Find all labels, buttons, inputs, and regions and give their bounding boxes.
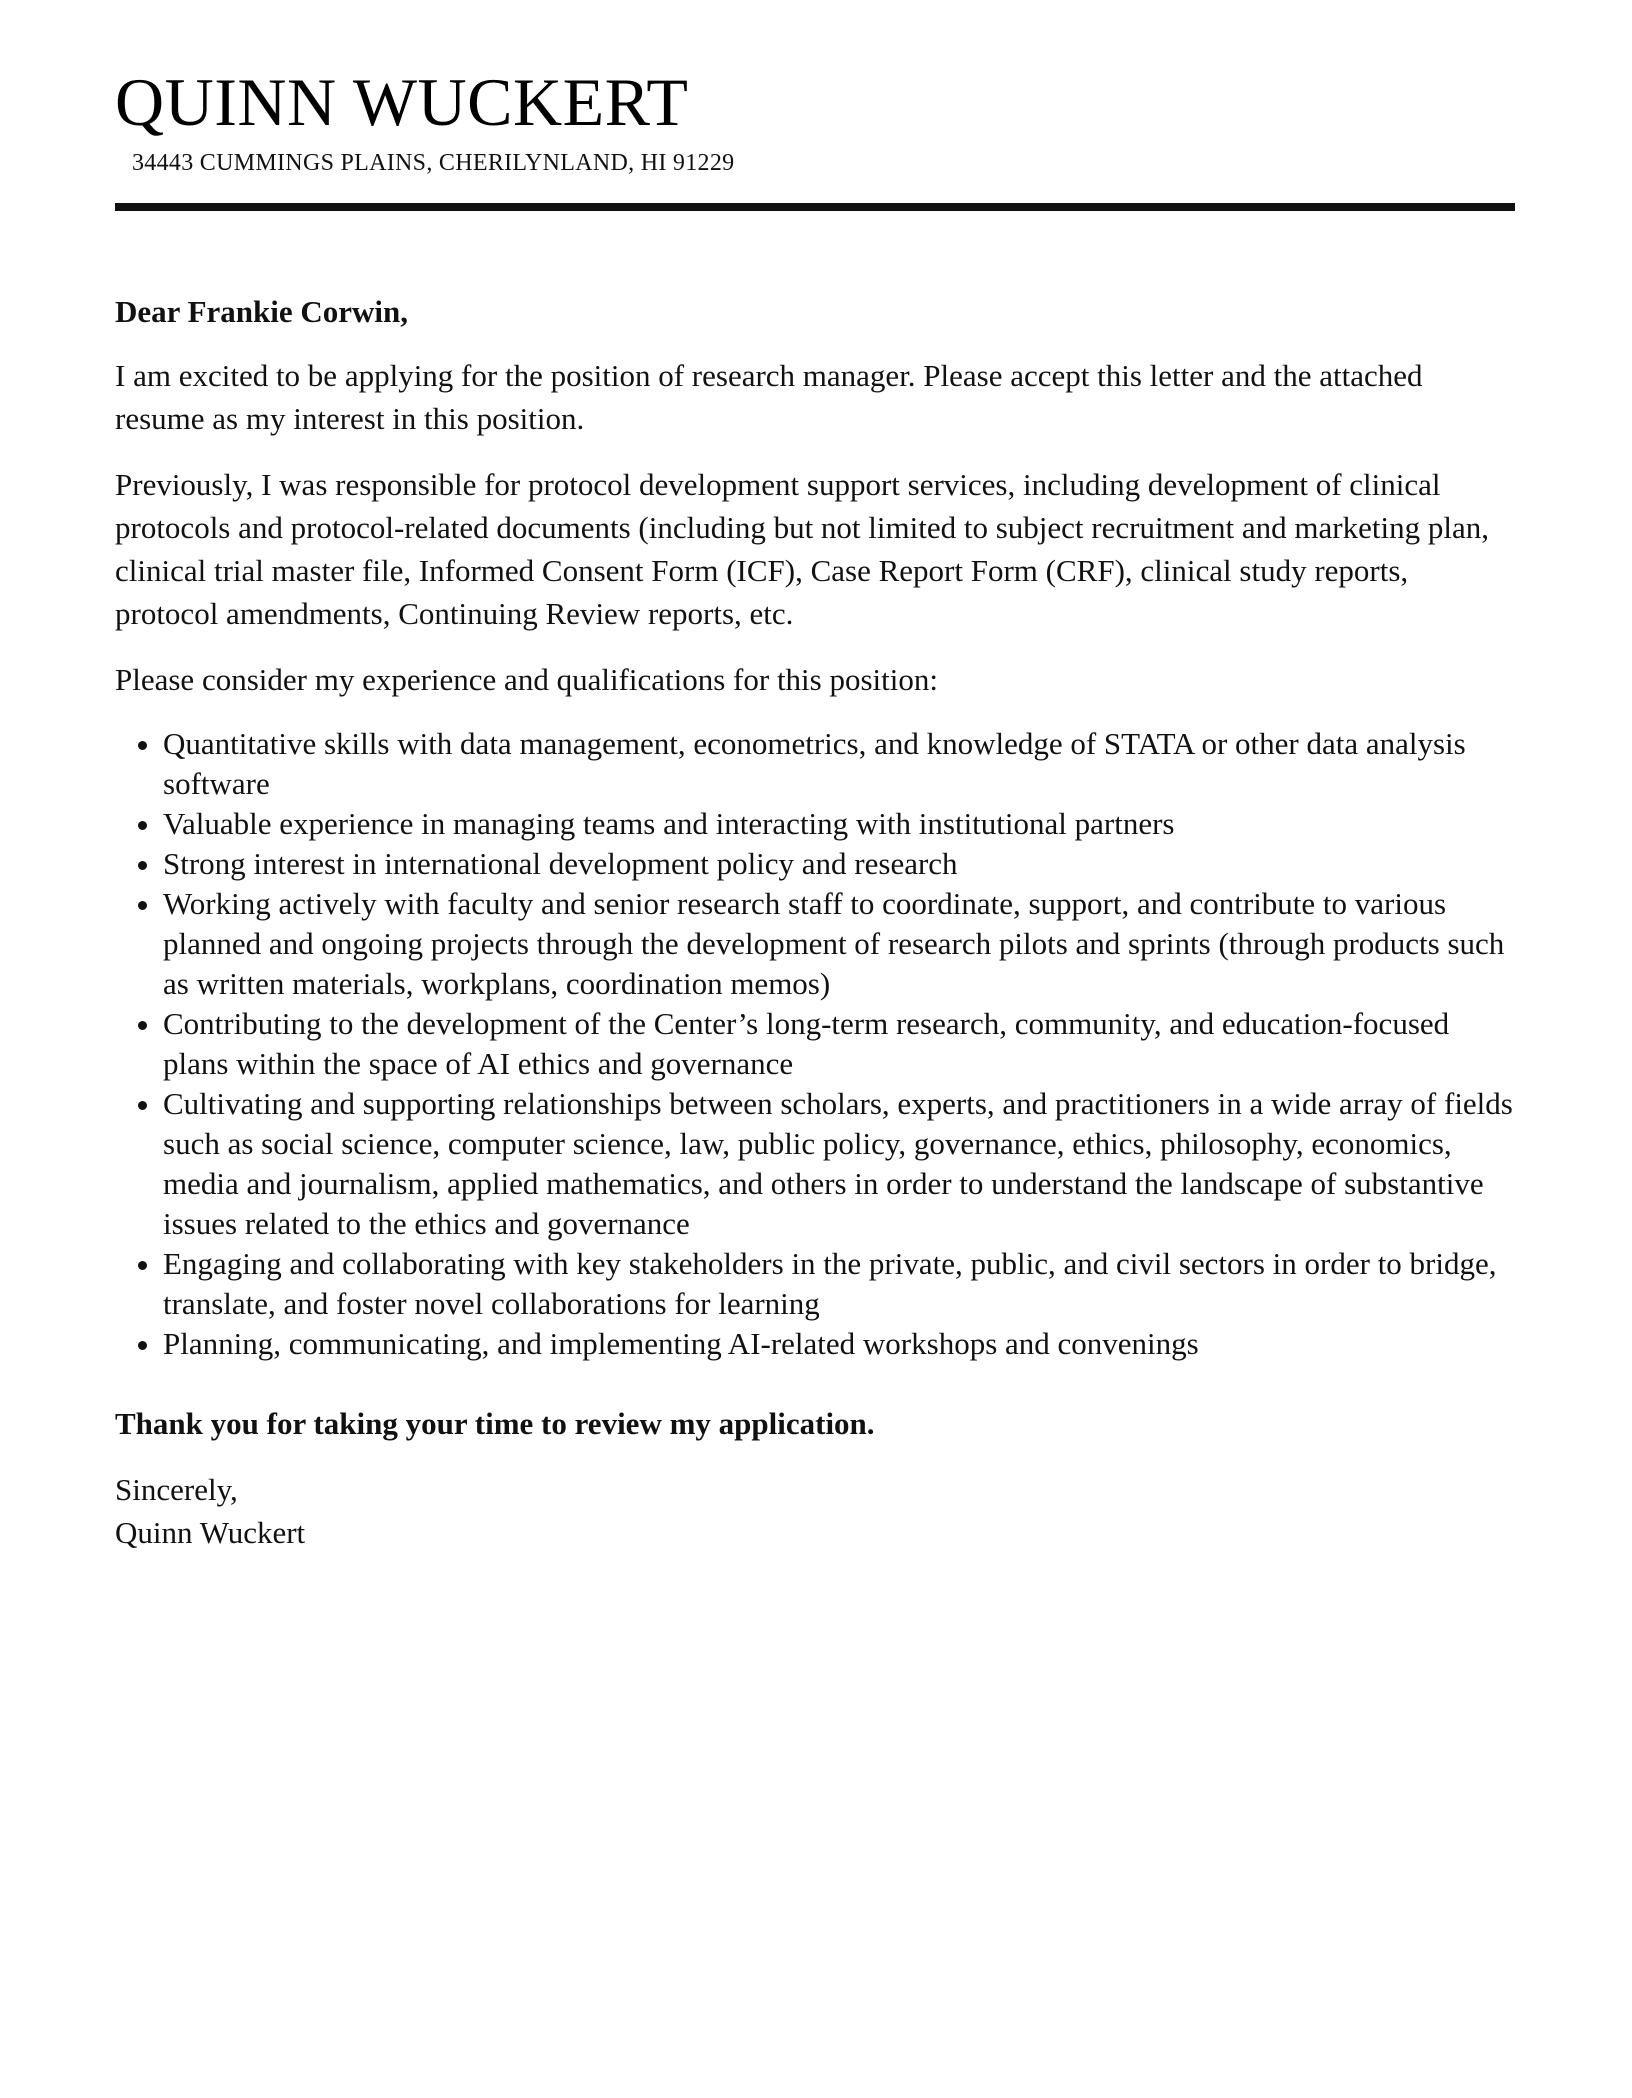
greeting: Dear Frankie Corwin, bbox=[115, 294, 409, 329]
applicant-name: QUINN WUCKERT bbox=[115, 64, 689, 140]
applicant-address: 34443 CUMMINGS PLAINS, CHERILYNLAND, HI 91229 bbox=[132, 150, 735, 176]
intro-paragraph: I am excited to be applying for the position of research manager. Please accept this letter and the attached resume as my interest in this position. bbox=[115, 358, 1423, 436]
header-divider bbox=[115, 203, 1515, 211]
qualifications-intro: Please consider my experience and qualifications for this position: bbox=[115, 662, 938, 697]
list-item: • Planning, communicating, and implementing AI-related workshops and convenings bbox=[163, 1324, 1515, 1364]
letter-header bbox=[115, 62, 1515, 178]
list-item: • Quantitative skills with data management, econometrics, and knowledge of STATA or other data analysis software bbox=[163, 724, 1515, 804]
list-item: • Contributing to the development of the Center’s long-term research, community, and education-focused plans within the space of AI ethics and governance bbox=[163, 1004, 1515, 1084]
closing-statement: Thank you for taking your time to review my application. bbox=[115, 1406, 875, 1441]
letter-body bbox=[115, 290, 1515, 1554]
list-item: • Cultivating and supporting relationships between scholars, experts, and practitioners in a wide array of fields such as social science, computer science, law, public policy, governance, ethics, philosophy, economics, media and journalism, applied mathematics, and others in order to understand the landscape of substantive issues related to the ethics and governance bbox=[163, 1084, 1515, 1244]
signoff: Sincerely, bbox=[115, 1472, 238, 1507]
signature-name: Quinn Wuckert bbox=[115, 1515, 306, 1550]
list-item: • Engaging and collaborating with key stakeholders in the private, public, and civil sectors in order to bridge, translate, and foster novel collaborations for learning bbox=[163, 1244, 1515, 1324]
experience-paragraph: Previously, I was responsible for protocol development support services, including development of clinical protocols and protocol-related documents (including but not limited to subject recruitment and marketing plan, clinical trial master file, Informed Consent Form (ICF), Case Report Form (CRF), clinical study reports, protocol amendments, Continuing Review reports, etc. bbox=[115, 467, 1489, 631]
list-item: • Strong interest in international development policy and research bbox=[163, 844, 1515, 884]
list-item: • Valuable experience in managing teams and interacting with institutional partners bbox=[163, 804, 1515, 844]
qualifications-list bbox=[115, 724, 1515, 1364]
list-item: • Working actively with faculty and senior research staff to coordinate, support, and contribute to various planned and ongoing projects through the development of research pilots and sprints (through products such as written materials, workplans, coordination memos) bbox=[163, 884, 1515, 1004]
